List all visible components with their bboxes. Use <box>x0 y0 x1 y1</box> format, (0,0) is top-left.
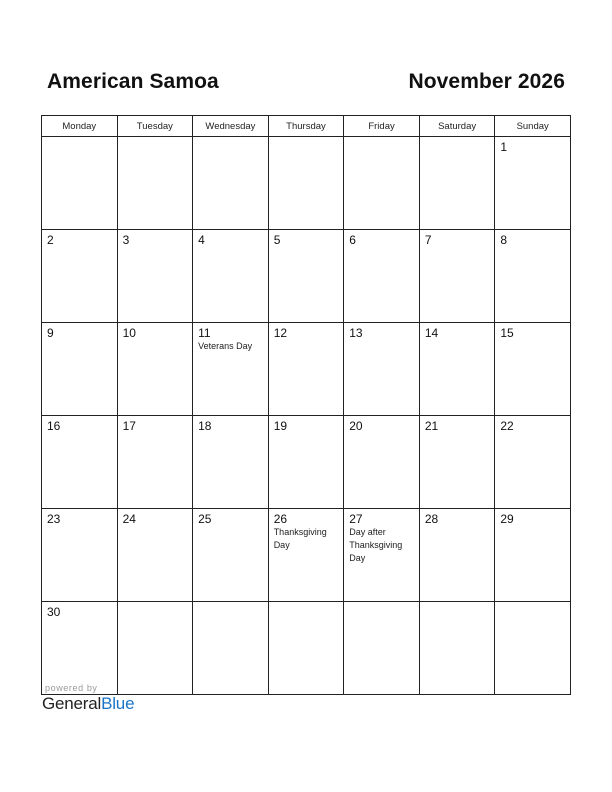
day-cell-8 <box>495 230 571 323</box>
day-cell-5 <box>268 230 344 323</box>
day-number: 28 <box>424 512 439 526</box>
day-cell-10 <box>117 323 193 416</box>
empty-day-cell <box>268 602 344 695</box>
day-number: 9 <box>47 326 54 340</box>
day-number: 23 <box>47 512 61 526</box>
day-cell-20 <box>344 416 420 509</box>
day-number: 19 <box>273 419 288 433</box>
weekday-wednesday: Wednesday <box>193 116 269 137</box>
week-row <box>42 230 571 323</box>
empty-day-cell <box>42 137 118 230</box>
brand-general: General <box>42 694 102 713</box>
day-cell-1 <box>495 137 571 230</box>
day-number: 2 <box>47 233 54 247</box>
day-cell-24 <box>117 509 193 602</box>
day-cell-21 <box>419 416 495 509</box>
brand-blue: Blue <box>101 694 135 713</box>
empty-day-cell <box>193 137 269 230</box>
day-number: 17 <box>122 419 136 433</box>
empty-day-cell <box>344 602 420 695</box>
empty-day-cell <box>268 137 344 230</box>
weekday-thursday: Thursday <box>268 116 344 137</box>
empty-day-cell <box>419 602 495 695</box>
day-cell-23 <box>42 509 118 602</box>
weekday-saturday: Saturday <box>419 116 495 137</box>
week-row <box>42 416 571 509</box>
weekday-tuesday: Tuesday <box>117 116 193 137</box>
day-number: 29 <box>500 512 514 526</box>
day-cell-28 <box>419 509 495 602</box>
day-cell-22 <box>495 416 571 509</box>
day-number: 18 <box>198 419 212 433</box>
day-cell-16 <box>42 416 118 509</box>
day-number: 27 <box>349 512 363 526</box>
week-row <box>42 323 571 416</box>
day-number: 13 <box>349 326 363 340</box>
weekday-sunday: Sunday <box>495 116 571 137</box>
day-number: 12 <box>273 326 288 340</box>
day-cell-30 <box>42 602 118 695</box>
day-number: 16 <box>47 419 61 433</box>
day-number: 4 <box>198 233 205 247</box>
day-cell-3 <box>117 230 193 323</box>
empty-day-cell <box>117 137 193 230</box>
powered-by-label: powered by <box>45 683 98 693</box>
day-cell-29 <box>495 509 571 602</box>
day-number: 1 <box>500 140 508 154</box>
day-cell-19 <box>268 416 344 509</box>
weekday-monday: Monday <box>42 116 118 137</box>
day-cell-17 <box>117 416 193 509</box>
day-cell-18 <box>193 416 269 509</box>
day-cell-11 <box>193 323 269 416</box>
holiday-label: Thanksgiving Day <box>273 527 327 550</box>
day-cell-25 <box>193 509 269 602</box>
empty-day-cell <box>495 602 571 695</box>
day-cell-7 <box>419 230 495 323</box>
brand-logo <box>42 694 134 714</box>
holiday-label: Veterans Day <box>198 341 253 351</box>
day-number: 20 <box>349 419 363 433</box>
day-cell-15 <box>495 323 571 416</box>
day-number: 30 <box>47 605 61 619</box>
month-year-title: November 2026 <box>408 70 565 93</box>
day-cell-14 <box>419 323 495 416</box>
region-title: American Samoa <box>47 70 219 93</box>
day-number: 10 <box>122 326 136 340</box>
holiday-label: Day after Thanksgiving Day <box>349 527 403 563</box>
day-number: 5 <box>273 233 281 247</box>
day-number: 25 <box>198 512 212 526</box>
day-cell-6 <box>344 230 420 323</box>
empty-day-cell <box>419 137 495 230</box>
day-number: 21 <box>424 419 439 433</box>
day-number: 14 <box>424 326 439 340</box>
day-number: 3 <box>122 233 130 247</box>
week-row <box>42 602 571 695</box>
day-number: 6 <box>349 233 356 247</box>
empty-day-cell <box>344 137 420 230</box>
day-number: 11 <box>198 326 211 340</box>
empty-day-cell <box>193 602 269 695</box>
day-number: 24 <box>122 512 136 526</box>
empty-day-cell <box>117 602 193 695</box>
day-number: 7 <box>424 233 432 247</box>
day-number: 8 <box>500 233 508 247</box>
day-number: 15 <box>500 326 514 340</box>
day-cell-27 <box>344 509 420 602</box>
day-cell-12 <box>268 323 344 416</box>
day-number: 26 <box>273 512 288 526</box>
weekday-header-row <box>42 116 571 137</box>
day-number: 22 <box>500 419 514 433</box>
day-cell-4 <box>193 230 269 323</box>
week-row <box>42 137 571 230</box>
week-row <box>42 509 571 602</box>
day-cell-26 <box>268 509 344 602</box>
weekday-friday: Friday <box>344 116 420 137</box>
day-cell-13 <box>344 323 420 416</box>
day-cell-2 <box>42 230 118 323</box>
day-cell-9 <box>42 323 118 416</box>
calendar-body <box>42 137 571 695</box>
calendar-grid <box>41 115 571 695</box>
